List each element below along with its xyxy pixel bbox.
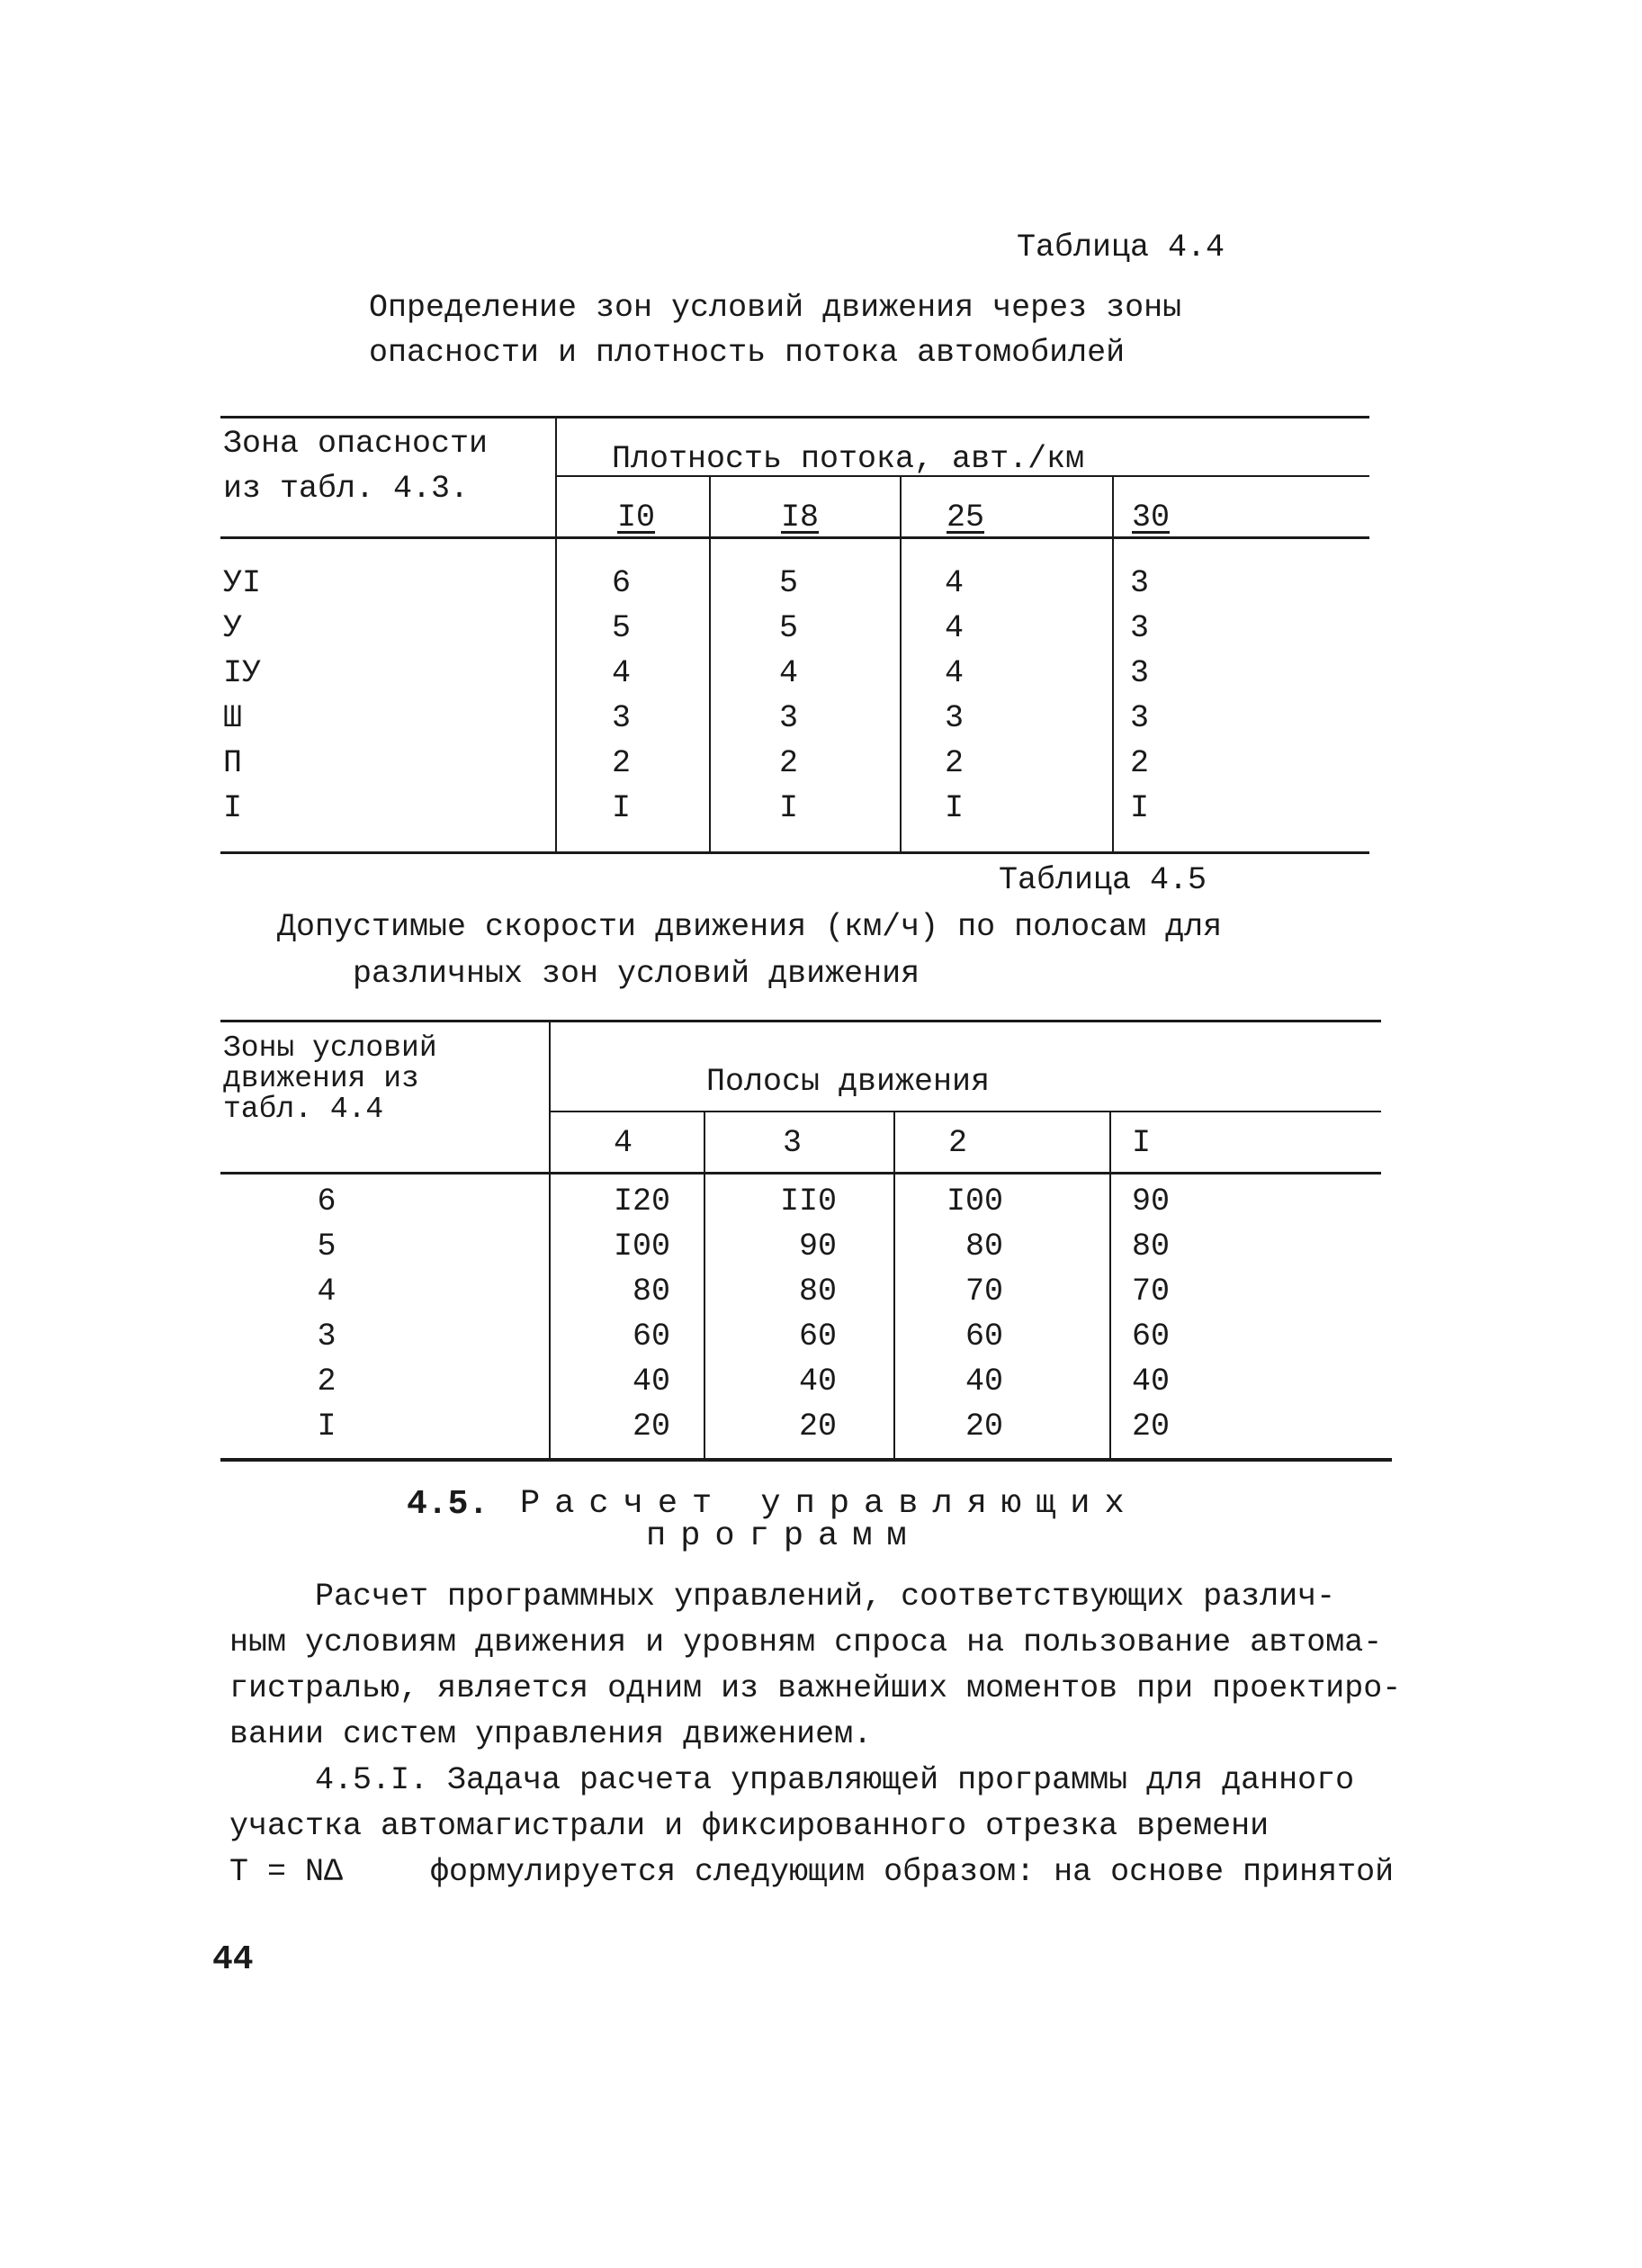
paragraph-2-line: 4.5.I. Задача расчета управляющей программы для данного [315,1762,1355,1798]
paragraph-1-line: гистралью, является одним из важнейших моментов при проектиро- [229,1670,1402,1706]
table-4-5-cell: 80 [798,1274,837,1310]
table-4-5-bottom-rule [220,1458,1392,1462]
table-4-4-cell: 2 [945,745,965,781]
table-4-4-zone: IУ [223,655,262,691]
table-4-4-title-line2: опасности и плотность потока автомобилей [369,335,1126,371]
table-4-4-vrule-3 [900,476,902,853]
table-4-5-label: Таблица 4.5 [999,862,1207,898]
section-title-line1: Расчет управляющих [520,1485,1139,1523]
table-4-4-bottom-rule [220,851,1369,854]
table-4-5-cell: 60 [798,1318,837,1354]
table-4-4-header-rule [220,536,1369,539]
table-4-4-cell: 5 [779,565,799,601]
paragraph-1-line: ным условиям движения и уровням спроса на пользование автома- [229,1624,1383,1660]
table-4-5-cell: II0 [779,1184,837,1220]
table-4-5-cell: 40 [632,1364,670,1400]
paragraph-1-line: вании систем управления движением. [229,1716,873,1752]
table-4-4-zone: У [223,610,243,646]
table-4-5-zone: 5 [317,1228,336,1264]
table-4-5-vrule-4 [1109,1112,1111,1460]
table-4-5-zone: 2 [317,1364,336,1400]
table-4-5-col-header: 2 [948,1125,968,1161]
table-4-5-zone: 3 [317,1318,336,1354]
table-4-4-cell: 4 [612,655,632,691]
table-4-5-cell: 90 [798,1228,837,1264]
table-4-4-cell: 4 [779,655,799,691]
paragraph-1-line: Расчет программных управлений, соответствующих различ- [315,1579,1336,1615]
section-title-line2: программ [646,1517,921,1555]
table-4-5-cell: 60 [632,1318,670,1354]
table-4-4-col-header: 30 [1132,500,1171,536]
table-4-5-cell: I00 [613,1228,670,1264]
table-4-4-zone: I [223,790,243,826]
table-4-4-cell: 3 [612,700,632,736]
table-4-4-cell: 3 [1130,610,1150,646]
paragraph-2-line: участка автомагистрали и фиксированного отрезка времени [229,1808,1270,1844]
paragraph-2-line: формулируется следующим образом: на основе принятой [430,1854,1395,1890]
table-4-4-title-line1: Определение зон условий движения через зоны [369,290,1182,326]
table-4-5-cell: 90 [1132,1184,1171,1220]
table-4-5-cell: I00 [946,1184,1003,1220]
table-4-5-row-header-line2: движения из [223,1062,419,1095]
table-4-4-top-rule [220,416,1369,418]
table-4-5-cell: 60 [1132,1318,1171,1354]
table-4-4-zone: УI [223,565,262,601]
table-4-4-cell: 3 [1130,565,1150,601]
table-4-5-vrule-2 [704,1112,705,1460]
table-4-5-cell: 40 [1132,1364,1171,1400]
table-4-5-cell: 40 [965,1364,1003,1400]
table-4-5-cell: 60 [965,1318,1003,1354]
table-4-4-vrule-2 [709,476,711,853]
formula-t-equals-n-delta: T = NΔ [229,1854,344,1890]
table-4-5-cell: 70 [965,1274,1003,1310]
table-4-5-group-rule [551,1111,1381,1112]
table-4-4-vrule-1 [555,416,557,853]
table-4-5-zone: 4 [317,1274,336,1310]
table-4-4-cell: 2 [1130,745,1150,781]
table-4-5-title-line1: Допустимые скорости движения (км/ч) по полосам для [277,909,1223,945]
table-4-4-zone: П [223,745,243,781]
table-4-5-zone: I [317,1408,336,1444]
table-4-4-col-header: 25 [947,500,985,536]
table-4-5-vrule-1 [549,1020,551,1460]
table-4-5-cell: 80 [632,1274,670,1310]
table-4-4-col-header: I0 [617,500,656,536]
table-4-5-group-header: Полосы движения [706,1064,991,1100]
table-4-4-col-header: I8 [781,500,820,536]
table-4-4-cell: 6 [612,565,632,601]
table-4-4-cell: I [612,790,632,826]
table-4-4-cell: I [1130,790,1150,826]
table-4-5-cell: 20 [1132,1408,1171,1444]
table-4-4-cell: 3 [1130,655,1150,691]
table-4-5-cell: 80 [965,1228,1003,1264]
table-4-5-cell: 80 [1132,1228,1171,1264]
table-4-4-group-header: Плотность потока, авт./км [612,441,1085,477]
table-4-4-cell: I [779,790,799,826]
table-4-5-row-header-line3: табл. 4.4 [223,1093,384,1126]
table-4-5-col-header: 4 [614,1125,633,1161]
table-4-5-vrule-3 [893,1112,895,1460]
table-4-5-cell: 70 [1132,1274,1171,1310]
table-4-5-header-rule [220,1172,1381,1174]
table-4-4-zone: Ш [223,700,243,736]
table-4-5-col-header: I [1132,1125,1152,1161]
table-4-4-cell: I [945,790,965,826]
section-number: 4.5. [407,1485,489,1524]
table-4-4-row-header-line2: из табл. 4.3. [223,471,470,507]
table-4-5-title-line2: различных зон условий движения [353,956,920,992]
table-4-5-cell: 40 [798,1364,837,1400]
table-4-5-cell: 20 [798,1408,837,1444]
table-4-5-row-header-line1: Зоны условий [223,1031,437,1065]
table-4-4-cell: 3 [779,700,799,736]
table-4-4-cell: 4 [945,565,965,601]
table-4-4-cell: 5 [779,610,799,646]
table-4-4-cell: 2 [612,745,632,781]
table-4-5-top-rule [220,1020,1381,1022]
table-4-4-cell: 3 [1130,700,1150,736]
table-4-4-cell: 4 [945,655,965,691]
table-4-4-cell: 5 [612,610,632,646]
table-4-4-cell: 3 [945,700,965,736]
table-4-5-cell: 20 [965,1408,1003,1444]
table-4-4-cell: 2 [779,745,799,781]
table-4-5-cell: 20 [632,1408,670,1444]
table-4-4-vrule-4 [1112,476,1114,853]
page-number: 44 [212,1940,254,1979]
table-4-4-cell: 4 [945,610,965,646]
table-4-4-row-header-line1: Зона опасности [223,426,489,462]
table-4-5-col-header: 3 [783,1125,803,1161]
table-4-5-zone: 6 [317,1184,336,1220]
table-4-5-cell: I20 [613,1184,670,1220]
table-4-4-label: Таблица 4.4 [1017,230,1225,266]
